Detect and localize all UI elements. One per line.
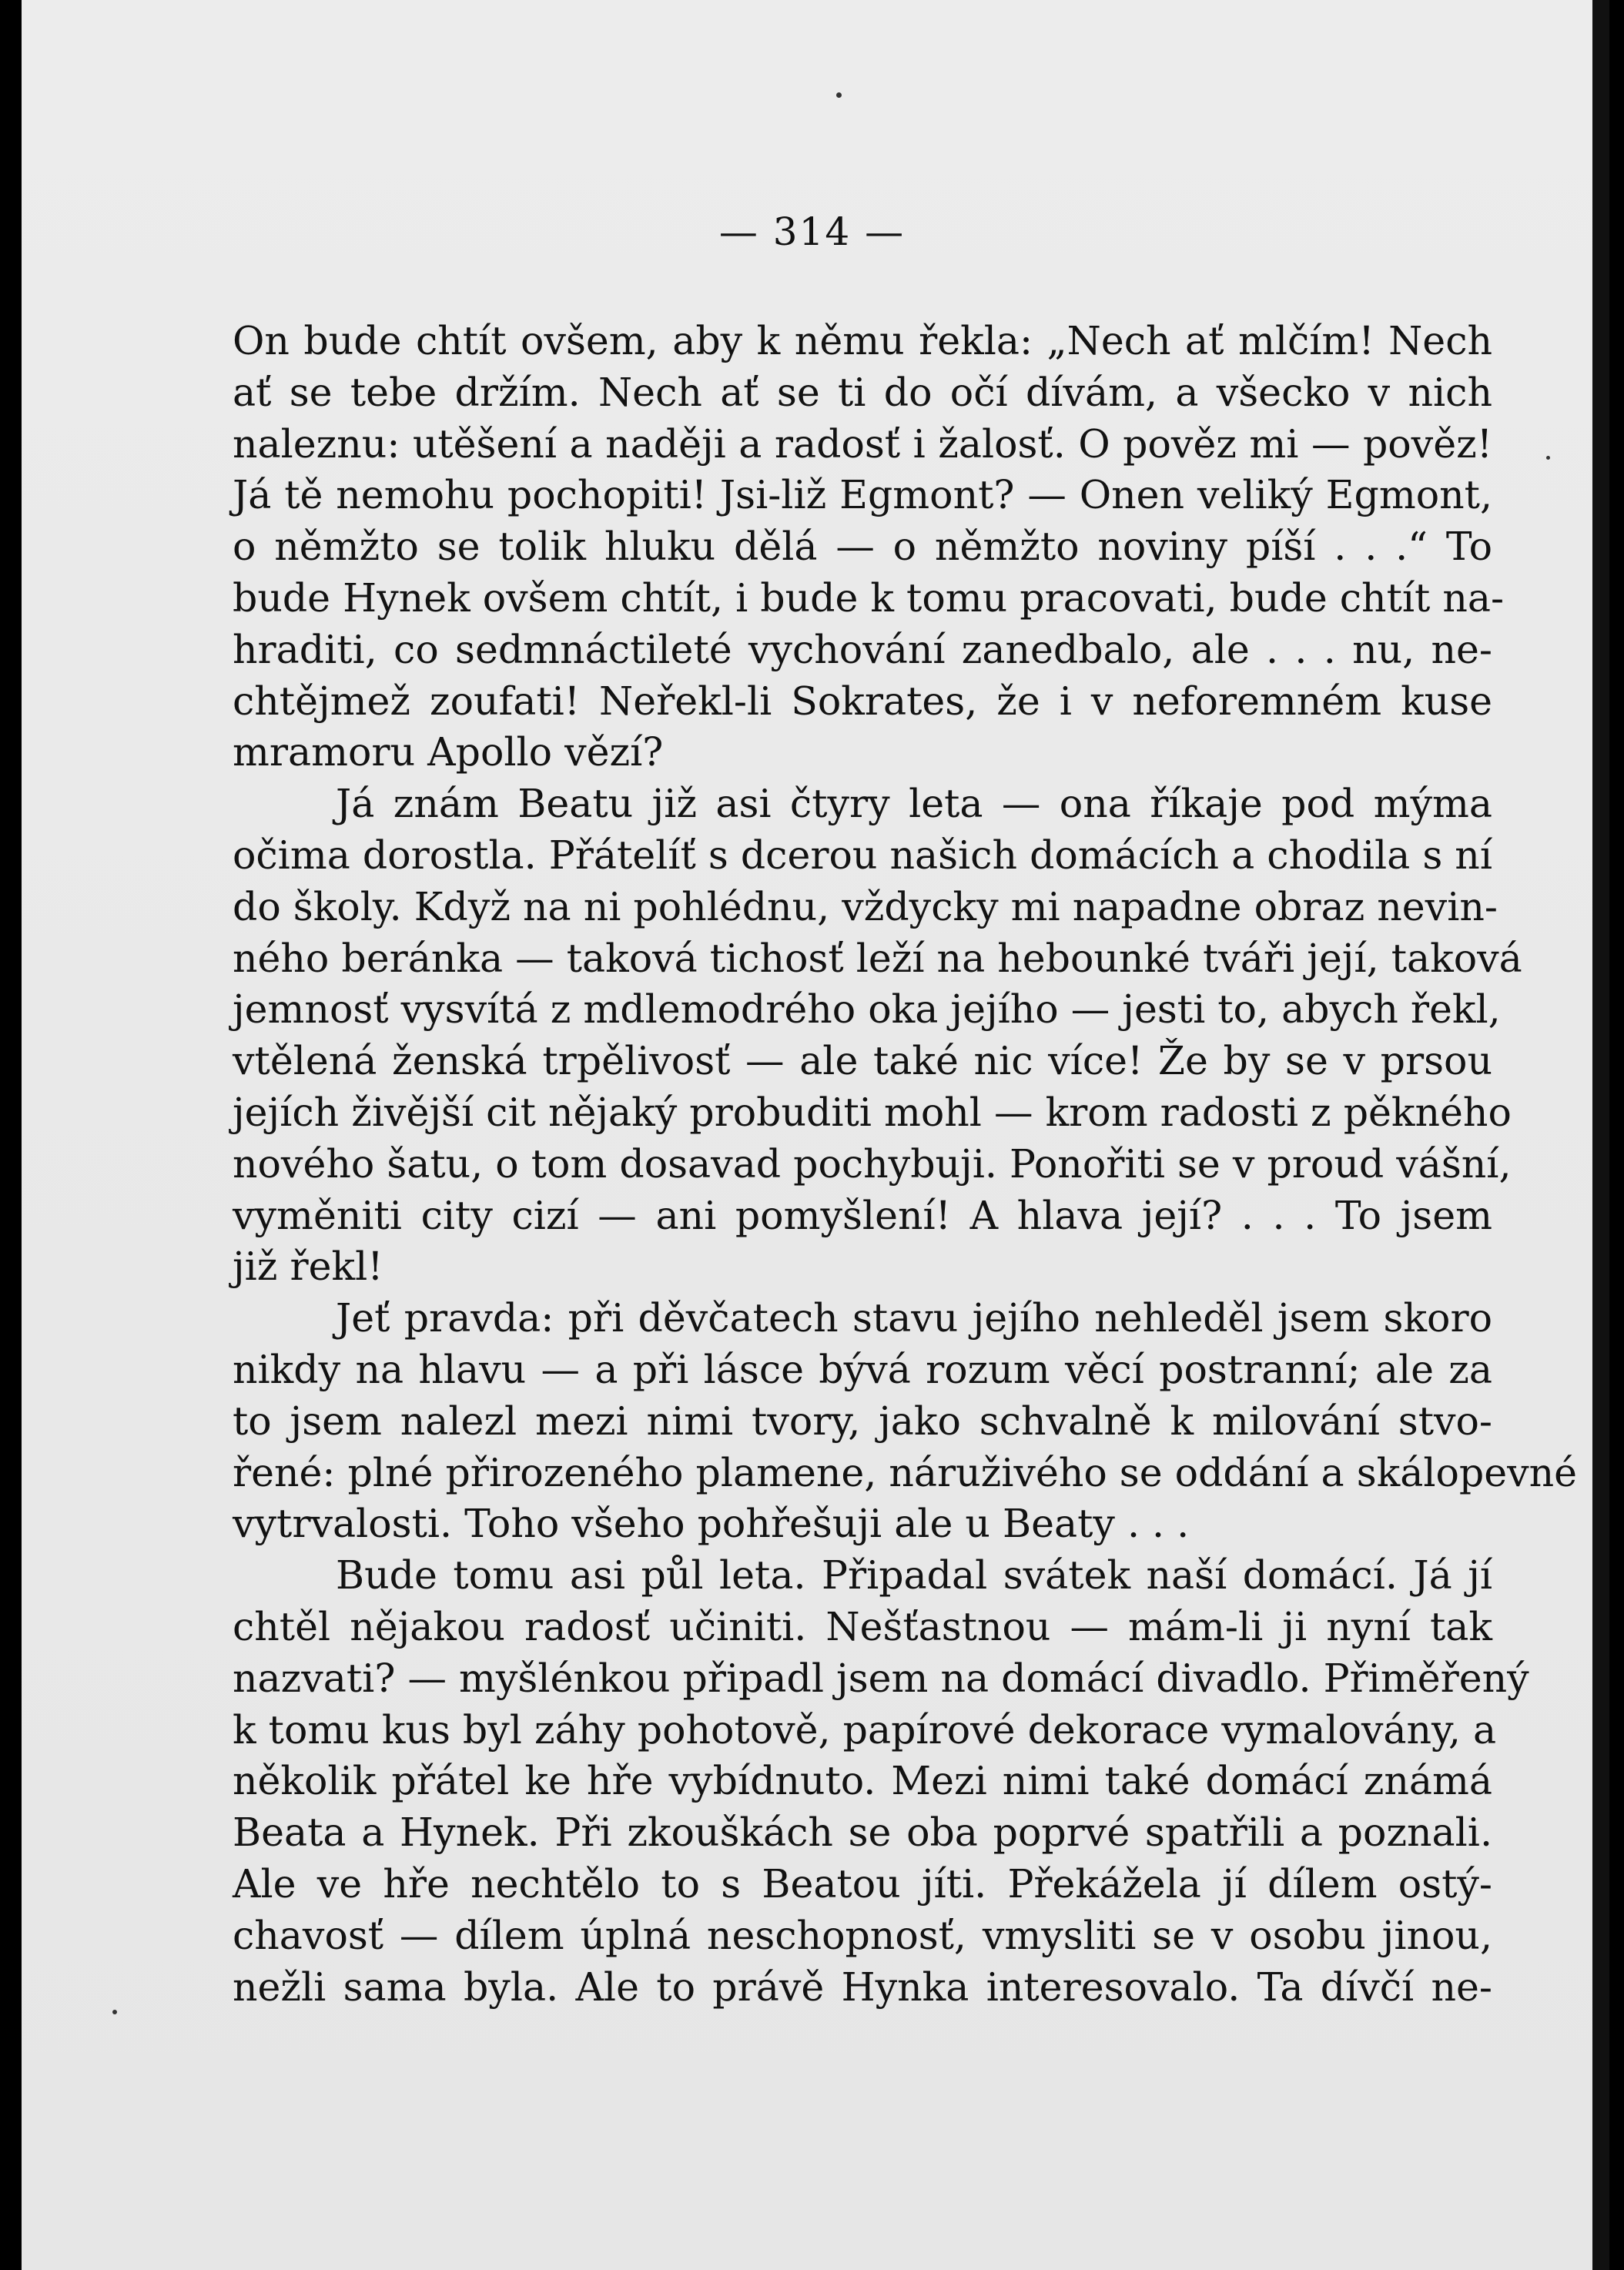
text-line: již řekl!: [233, 1244, 383, 1290]
text-line: ať se tebe držím. Nech ať se ti do očí dívám, a všecko v nich: [233, 369, 1492, 415]
text-line: jemnosť vysvítá z mdlemodrého oka jejího — jesti to, abych řekl,: [233, 986, 1501, 1033]
text-line: chtějmež zoufati! Neřekl-li Sokrates, že i v neforemném kuse: [233, 678, 1492, 724]
text-line: Ale ve hře nechtělo to s Beatou jíti. Překážela jí dílem ostý-: [233, 1860, 1492, 1907]
text-line: vyměniti city cizí — ani pomyšlení! A hlava její? . . . To jsem: [233, 1192, 1492, 1238]
text-line: nikdy na hlavu — a při lásce bývá rozum věcí postranní; ale za: [233, 1346, 1492, 1392]
text-line: chtěl nějakou radosť učiniti. Nešťastnou — mám-li ji nyní tak: [233, 1603, 1492, 1649]
text-line: chavosť — dílem úplná neschopnosť, vmysliti se v osobu jinou,: [233, 1912, 1492, 1958]
print-speck: [1546, 456, 1550, 460]
text-line: bude Hynek ovšem chtít, i bude k tomu pracovati, bude chtít na-: [233, 574, 1505, 621]
text-line: Já tě nemohu pochopiti! Jsi-liž Egmont? — Onen veliký Egmont,: [233, 472, 1492, 518]
text-line: ného beránka — taková tichosť leží na hebounké tváři její, taková: [233, 935, 1522, 981]
text-line: naleznu: utěšení a naději a radosť i žalosť. O pověz mi — pověz!: [233, 420, 1492, 467]
text-line: Bude tomu asi půl leta. Připadal svátek naší domácí. Já jí: [336, 1552, 1492, 1599]
print-speck: [112, 2010, 117, 2014]
text-line: k tomu kus byl záhy pohotově, papírové dekorace vymalovány, a: [233, 1706, 1497, 1753]
text-line: vtělená ženská trpělivosť — ale také nic více! Že by se v prsou: [233, 1038, 1492, 1084]
print-speck: [836, 92, 842, 98]
text-line: mramoru Apollo vězí?: [233, 729, 664, 775]
text-line: Já znám Beatu již asi čtyry leta — ona říkaje pod mýma: [336, 781, 1492, 827]
text-line: nazvati? — myšlénkou připadl jsem na domácí divadlo. Přiměřený: [233, 1655, 1529, 1701]
text-line: do školy. Když na ni pohlédnu, vždycky mi napadne obraz nevin-: [233, 883, 1498, 929]
text-line: nežli sama byla. Ale to právě Hynka interesovalo. Ta dívčí ne-: [233, 1964, 1492, 2010]
text-line: vytrvalosti. Toho všeho pohřešuji ale u Beaty . . .: [233, 1501, 1190, 1547]
text-line: nového šatu, o tom dosavad pochybuji. Ponořiti se v proud vášní,: [233, 1140, 1512, 1187]
text-line: Jeť pravda: při děvčatech stavu jejího nehleděl jsem skoro: [336, 1295, 1492, 1341]
text-line: očima dorostla. Přátelíť s dcerou našich domácích a chodila s ní: [233, 832, 1492, 878]
text-line: Beata a Hynek. Při zkouškách se oba poprvé spatřili a poznali.: [233, 1810, 1492, 1856]
text-line: On bude chtít ovšem, aby k němu řekla: „Nech ať mlčím! Nech: [233, 318, 1492, 363]
body-text: [233, 316, 1578, 2013]
text-line: jejích živější cit nějaký probuditi mohl — krom radosti z pěkného: [233, 1089, 1512, 1135]
text-line: to jsem nalezl mezi nimi tvory, jako schvalně k milování stvo-: [233, 1398, 1492, 1444]
page-edge-shadow: [1592, 0, 1609, 2270]
text-line: řené: plné přirozeného plamene, náruživého se oddání a skálopevné: [233, 1449, 1578, 1495]
page-number: — 314 —: [718, 209, 906, 254]
text-line: hraditi, co sedmnáctileté vychování zanedbalo, ale . . . nu, ne-: [233, 626, 1492, 672]
text-line: několik přátel ke hře vybídnuto. Mezi nimi také domácí známá: [233, 1758, 1492, 1804]
text-line: o němžto se tolik hluku dělá — o němžto noviny píší . . .“ To: [233, 524, 1492, 570]
